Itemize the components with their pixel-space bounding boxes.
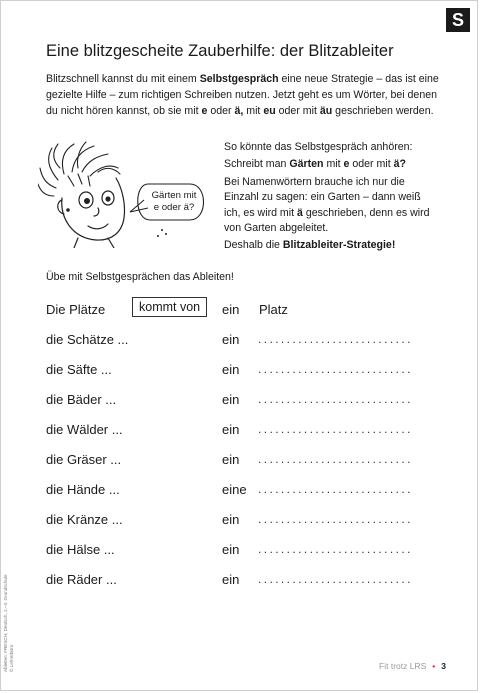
intro-bold: e bbox=[201, 105, 208, 117]
exercise-row bbox=[46, 446, 446, 476]
dialogue-question bbox=[224, 157, 439, 172]
speech-bubble-line: e oder ä? bbox=[153, 202, 195, 213]
speech-bubble-line: Gärten mit bbox=[151, 190, 197, 201]
intro-text: mit bbox=[243, 105, 264, 117]
dialogue-bold: ä? bbox=[393, 158, 406, 171]
singular-article: ein bbox=[222, 392, 240, 407]
publisher-logo: S bbox=[446, 8, 470, 32]
intro-bold: Selbstgespräch bbox=[199, 73, 279, 85]
answer-blank[interactable]: ........................... bbox=[258, 422, 413, 436]
example-singular: Platz bbox=[259, 302, 288, 317]
exercise-row bbox=[46, 416, 446, 446]
example-article: ein bbox=[222, 302, 240, 317]
kommt-von-box: kommt von bbox=[132, 297, 207, 317]
exercise-row bbox=[46, 536, 446, 566]
exercise-row bbox=[46, 386, 446, 416]
intro-text: geschrieben werden. bbox=[332, 105, 434, 117]
page-number: 3 bbox=[441, 661, 446, 671]
answer-blank[interactable]: ........................... bbox=[258, 572, 413, 586]
intro-text: oder bbox=[207, 105, 235, 117]
intro-bold: ä, bbox=[234, 105, 244, 117]
copyright-sidebar bbox=[3, 574, 15, 672]
plural-word: die Säfte ... bbox=[46, 362, 112, 377]
singular-article: eine bbox=[222, 482, 247, 497]
dialogue-text: Deshalb die bbox=[224, 239, 283, 252]
plural-word: die Schätze ... bbox=[46, 332, 129, 347]
dialogue-conclusion bbox=[224, 238, 439, 253]
sidebar-line: © Lehrerbüro bbox=[9, 644, 14, 672]
singular-article: ein bbox=[222, 332, 240, 347]
singular-article: ein bbox=[222, 542, 240, 557]
page-footer bbox=[379, 661, 446, 671]
sidebar-line: Ableiten: FRESCH, Deutsch, 2.–4. Grundschule bbox=[3, 574, 8, 672]
plural-word: die Hälse ... bbox=[46, 542, 115, 557]
intro-bold: äu bbox=[319, 105, 333, 117]
dialogue-text: oder mit bbox=[349, 158, 394, 171]
exercise-instruction: Übe mit Selbstgesprächen das Ableiten! bbox=[46, 271, 234, 283]
dialogue-text: Schreibt man bbox=[224, 158, 290, 171]
footer-title: Fit trotz LRS bbox=[379, 661, 427, 671]
dialogue-bold: Gärten bbox=[289, 158, 324, 171]
example-row bbox=[46, 296, 446, 326]
dialogue-answer bbox=[224, 175, 439, 237]
dialogue-bold: e bbox=[343, 158, 350, 171]
self-talk-dialogue bbox=[224, 140, 439, 254]
singular-article: ein bbox=[222, 572, 240, 587]
dialogue-intro: So könnte das Selbstgespräch anhören: bbox=[224, 141, 413, 153]
exercise-row bbox=[46, 356, 446, 386]
footer-separator: • bbox=[432, 661, 436, 671]
singular-article: ein bbox=[222, 362, 240, 377]
answer-blank[interactable]: ........................... bbox=[258, 392, 413, 406]
intro-text: oder mit bbox=[275, 105, 320, 117]
answer-blank[interactable]: ........................... bbox=[258, 512, 413, 526]
answer-blank[interactable]: ........................... bbox=[258, 362, 413, 376]
dialogue-text: Bei Namenwörtern brauche ich nur die Einzahl zu sagen: ein Garten – dann weiß ich, es wird mit bbox=[224, 175, 421, 219]
exercise-rows bbox=[46, 326, 446, 596]
exercise-row bbox=[46, 566, 446, 596]
intro-bold: eu bbox=[263, 105, 276, 117]
intro-paragraph bbox=[46, 71, 441, 119]
dialogue-text: geschrieben, denn es wird von Garten abgeleitet. bbox=[224, 206, 430, 235]
exercise-row bbox=[46, 506, 446, 536]
example-plural: Die Plätze bbox=[46, 302, 106, 317]
singular-article: ein bbox=[222, 512, 240, 527]
exercise-row bbox=[46, 476, 446, 506]
girl-illustration bbox=[38, 138, 218, 248]
exercise-row bbox=[46, 326, 446, 356]
intro-text: Blitzschnell kannst du mit einem bbox=[46, 73, 200, 85]
plural-word: die Bäder ... bbox=[46, 392, 117, 407]
answer-blank[interactable]: ........................... bbox=[258, 452, 413, 466]
plural-word: die Räder ... bbox=[46, 572, 117, 587]
singular-article: ein bbox=[222, 452, 240, 467]
singular-article: ein bbox=[222, 422, 240, 437]
answer-blank[interactable]: ........................... bbox=[258, 482, 413, 496]
answer-blank[interactable]: ........................... bbox=[258, 332, 413, 346]
exercise-list bbox=[46, 296, 446, 596]
page-title: Eine blitzgescheite Zauberhilfe: der Blitzableiter bbox=[46, 42, 394, 60]
answer-blank[interactable]: ........................... bbox=[258, 542, 413, 556]
plural-word: die Kränze ... bbox=[46, 512, 123, 527]
dialogue-bold: Blitzableiter-Strategie! bbox=[282, 239, 396, 252]
dialogue-bold: ä bbox=[297, 206, 303, 219]
plural-word: die Gräser ... bbox=[46, 452, 122, 467]
dialogue-text: mit bbox=[323, 158, 344, 171]
plural-word: die Hände ... bbox=[46, 482, 120, 497]
plural-word: die Wälder ... bbox=[46, 422, 123, 437]
intro-text: eine neue Strategie – das ist eine gezielte Hilfe – zum richtigen Schreiben nutzen. Jetzt geht es um Wörter, bei denen du nicht hören kannst, ob sie mit bbox=[46, 73, 439, 117]
